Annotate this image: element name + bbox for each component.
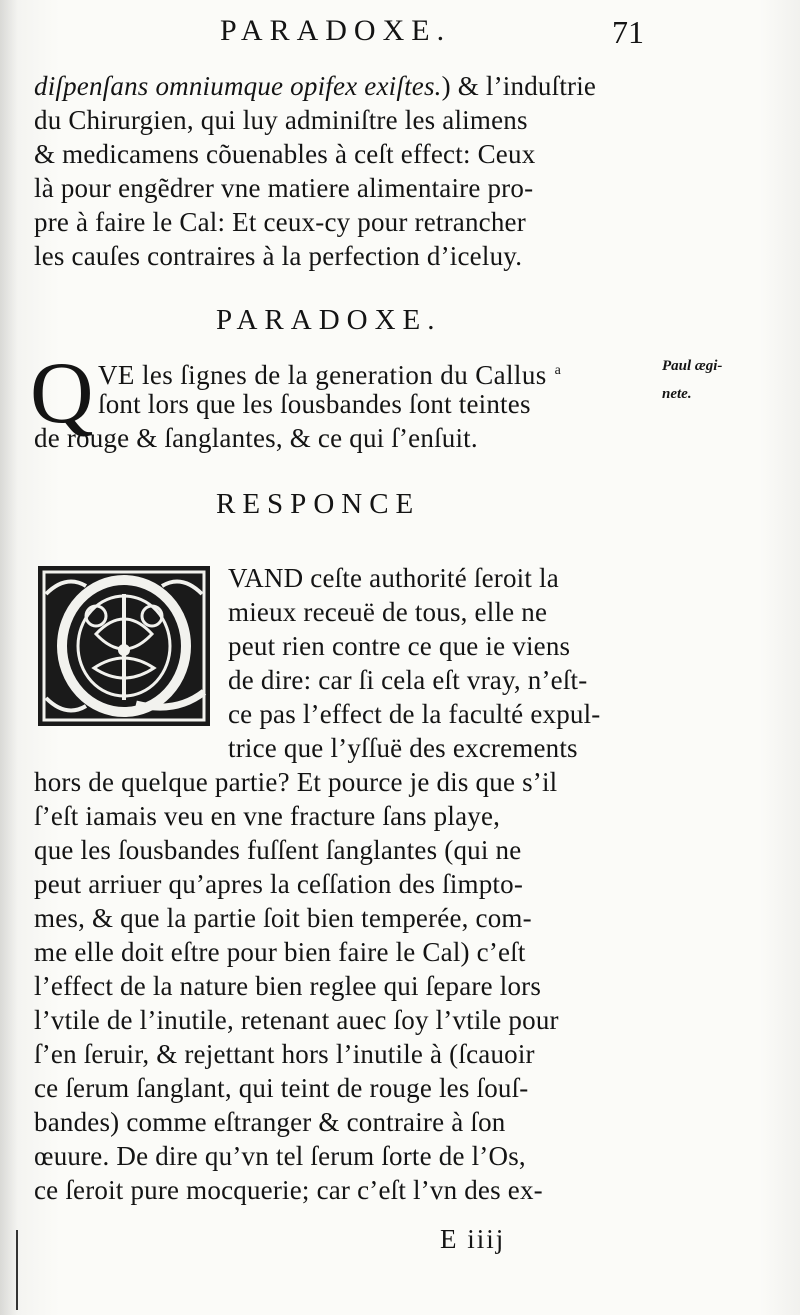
margin-note-line: Paul ægi-: [662, 358, 723, 374]
text-line: œuure. De dire qu’vn tel ſerum ſorte de l’Os,: [34, 1141, 526, 1171]
text-line: les cauſes contraires à la perfection d’iceluy.: [34, 241, 523, 271]
text-line: me elle doit eſtre pour bien faire le Cal) c’eſt: [34, 937, 526, 967]
text-line: l’effect de la nature bien reglee qui ſepare lors: [34, 971, 542, 1001]
text-fragment: ) & l’induſtrie: [441, 71, 597, 101]
text-line: l’vtile de l’inutile, retenant auec ſoy l’vtile pour: [34, 1005, 559, 1035]
text-line: ſ’en ſeruir, & rejettant hors l’inutile à (ſcauoir: [34, 1039, 535, 1069]
margin-note-line: nete.: [662, 386, 692, 402]
text-line: trice que l’yſſuë des excrements: [228, 733, 578, 763]
section-heading-paradoxe: PARADOXE.: [216, 304, 442, 336]
ornamental-initial-icon: [36, 564, 212, 728]
text-line: & medicamens cõuenables à ceſt effect: Ceux: [34, 139, 536, 169]
text-line: peut rien contre ce que ie viens: [228, 631, 571, 661]
text-line: là pour engẽdrer vne matiere alimentaire pro-: [34, 173, 534, 203]
text-line: mieux receuë de tous, elle ne: [228, 597, 548, 627]
text-line: hors de quelque partie? Et pource je dis que s’il: [34, 767, 558, 797]
text-line: [98, 354, 561, 392]
text-line: ce ſeroit pure mocquerie; car c’eſt l’vn des ex-: [34, 1175, 543, 1205]
text-line: peut arriuer qu’apres la ceſſation des ſimpto-: [34, 869, 524, 899]
drop-cap: Q: [30, 345, 94, 442]
footnote-marker: a: [554, 363, 562, 378]
text-line: pre à faire le Cal: Et ceux-cy pour retrancher: [34, 207, 526, 237]
latin-quote: diſpenſans omniumque opifex exiſtes.: [34, 71, 442, 101]
section-heading-responce: RESPONCE: [216, 488, 421, 520]
text-fragment: VE les ſignes de la generation du Callus: [98, 360, 547, 390]
text-line: VAND ceſte authorité ſeroit la: [228, 563, 559, 593]
text-line: ſ’eſt iamais veu en vne fracture ſans playe,: [34, 801, 501, 831]
text-line: du Chirurgien, qui luy adminiſtre les alimens: [34, 105, 528, 135]
text-line: de rouge & ſanglantes, & ce qui ſ’enſuit.: [34, 423, 478, 453]
text-line: ce ſerum ſanglant, qui teint de rouge les ſouſ-: [34, 1073, 529, 1103]
text-line: bandes) comme eſtranger & contraire à ſon: [34, 1107, 506, 1137]
signature-mark: E iiij: [440, 1224, 506, 1254]
running-head: PARADOXE.: [220, 14, 452, 47]
page-number: 71: [612, 14, 644, 50]
text-line: que les ſousbandes fuſſent ſanglantes (qui ne: [34, 835, 522, 865]
text-line: [34, 70, 596, 103]
gutter-shadow: [16, 1230, 18, 1310]
text-line: de dire: car ſi cela eſt vray, n’eſt-: [228, 665, 588, 695]
text-line: ce pas l’effect de la faculté expul-: [228, 699, 601, 729]
text-line: mes, & que la partie ſoit bien temperée, com-: [34, 903, 532, 933]
text-line: ſont lors que les ſousbandes ſont teintes: [98, 389, 531, 419]
